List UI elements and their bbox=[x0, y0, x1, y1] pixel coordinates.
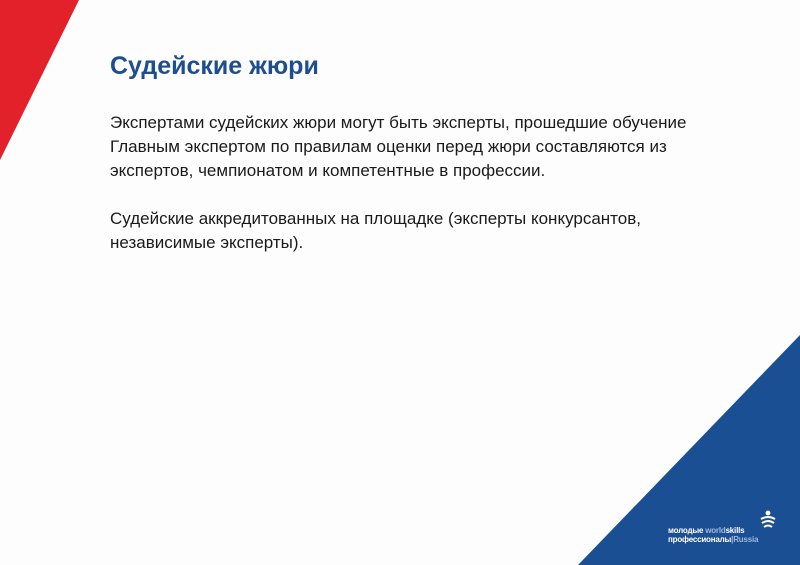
logo-word-molodye: молодые bbox=[668, 526, 704, 535]
slide-body bbox=[110, 111, 720, 279]
body-paragraph: Экспертами судейских жюри могут быть эксперты, прошедшие обучение Главным экспертом по правилам оценки перед жюри составляются из экспертов, чемпионатом и компетентные в профессии. bbox=[110, 113, 687, 180]
logo-word-russia: Russia bbox=[733, 535, 759, 544]
logo-word-skills: skills bbox=[725, 526, 745, 535]
worldskills-figure-icon bbox=[758, 510, 778, 532]
logo-word-professionaly: профессионалы bbox=[668, 535, 732, 544]
slide-title: Судейские жюри bbox=[110, 52, 319, 80]
body-paragraph: Судейские аккредитованных на площадке (эксперты конкурсантов, независимые эксперты). bbox=[110, 209, 641, 252]
logo-word-world: world bbox=[705, 526, 726, 535]
logo-line-2 bbox=[668, 535, 758, 544]
logo-line-1 bbox=[668, 526, 744, 535]
worldskills-logo bbox=[668, 508, 780, 548]
logo-separator: | bbox=[731, 535, 734, 544]
red-stripe-shape bbox=[0, 0, 79, 160]
